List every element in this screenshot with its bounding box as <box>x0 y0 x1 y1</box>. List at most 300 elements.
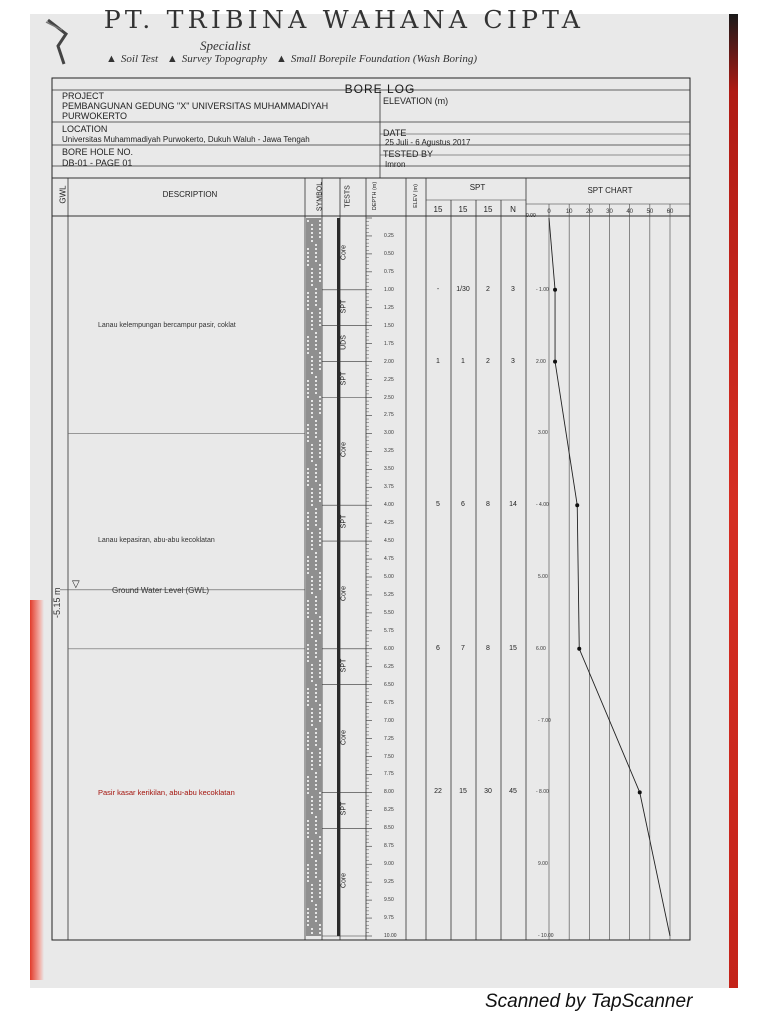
bore-hole-label: BORE HOLE NO. <box>62 147 134 157</box>
soil-symbol-speck <box>315 776 317 778</box>
soil-symbol-speck <box>311 760 313 762</box>
soil-symbol-speck <box>307 484 309 486</box>
spt-reading: 15 <box>509 644 517 652</box>
soil-symbol-speck <box>315 872 317 874</box>
soil-symbol-speck <box>319 764 321 766</box>
project-value-2: PURWOKERTO <box>62 111 128 121</box>
soil-symbol-speck <box>319 264 321 266</box>
soil-symbol-speck <box>307 556 309 558</box>
test-label: Core <box>340 442 348 458</box>
soil-symbol-speck <box>311 272 313 274</box>
soil-symbol-speck <box>307 836 309 838</box>
soil-symbol-speck <box>307 828 309 830</box>
soil-symbol-speck <box>319 660 321 662</box>
depth-label: 8.25 <box>384 807 394 814</box>
soil-symbol-speck <box>307 788 309 790</box>
soil-symbol-speck <box>315 736 317 738</box>
soil-symbol-speck <box>307 688 309 690</box>
soil-symbol-speck <box>307 260 309 262</box>
soil-symbol-speck <box>315 304 317 306</box>
spt-sub-header-3: 15 <box>483 205 493 214</box>
soil-symbol-speck <box>319 396 321 398</box>
soil-symbol-speck <box>315 464 317 466</box>
elevation-label: ELEVATION (m) <box>383 96 449 106</box>
soil-symbol-speck <box>319 364 321 366</box>
soil-symbol-speck <box>311 360 313 362</box>
soil-symbol-speck <box>315 392 317 394</box>
soil-symbol-speck <box>315 656 317 658</box>
layer-description: Lanau kepasiran, abu-abu kecoklatan <box>98 537 215 545</box>
soil-symbol-speck <box>311 280 313 282</box>
soil-symbol-speck <box>319 844 321 846</box>
soil-symbol-speck <box>315 596 317 598</box>
gwl-depth-label: -5.15 m <box>52 587 62 618</box>
soil-symbol-speck <box>311 724 313 726</box>
soil-symbol-speck <box>315 252 317 254</box>
chart-tick-label: 30 <box>606 209 613 215</box>
soil-symbol-speck <box>307 440 309 442</box>
soil-symbol-speck <box>307 644 309 646</box>
soil-symbol-speck <box>311 532 313 534</box>
spt-reading: 30 <box>484 788 492 796</box>
soil-symbol-speck <box>311 316 313 318</box>
soil-symbol-speck <box>315 728 317 730</box>
soil-symbol-speck <box>319 852 321 854</box>
chart-tick-label: 20 <box>585 209 593 215</box>
soil-symbol-speck <box>319 888 321 890</box>
chart-depth-label: - 1.00 <box>536 286 549 293</box>
spt-sub-header-1: 15 <box>433 205 443 214</box>
soil-symbol-speck <box>311 456 313 458</box>
soil-symbol-speck <box>307 604 309 606</box>
spt-reading: 22 <box>434 788 442 796</box>
soil-symbol-speck <box>311 592 313 594</box>
soil-symbol-speck <box>315 520 317 522</box>
soil-symbol-speck <box>307 652 309 654</box>
tested-by-value: Imron <box>385 160 406 169</box>
soil-symbol-speck <box>319 620 321 622</box>
soil-symbol-speck <box>319 584 321 586</box>
soil-symbol-speck <box>307 864 309 866</box>
soil-symbol-speck <box>319 272 321 274</box>
soil-symbol-speck <box>311 416 313 418</box>
depth-label: 1.50 <box>384 322 394 329</box>
soil-symbol-speck <box>311 488 313 490</box>
soil-symbol-speck <box>311 680 313 682</box>
soil-symbol-speck <box>307 784 309 786</box>
soil-symbol-speck <box>311 492 313 494</box>
soil-symbol-speck <box>307 612 309 614</box>
soil-symbol-speck <box>315 432 317 434</box>
spt-reading: 5 <box>436 501 440 509</box>
soil-symbol-speck <box>315 564 317 566</box>
soil-symbol-speck <box>307 248 309 250</box>
soil-symbol-speck <box>319 320 321 322</box>
soil-symbol-speck <box>311 664 313 666</box>
soil-symbol-speck <box>315 604 317 606</box>
spt-chart-header: SPT CHART <box>587 186 633 195</box>
soil-symbol-speck <box>311 324 313 326</box>
date-label: DATE <box>383 128 407 138</box>
soil-symbol-speck <box>307 256 309 258</box>
soil-symbol-speck <box>307 920 309 922</box>
soil-symbol-speck <box>315 684 317 686</box>
soil-symbol-speck <box>319 544 321 546</box>
soil-symbol-speck <box>311 852 313 854</box>
chart-depth-label: 6.00 <box>536 645 546 652</box>
soil-symbol-speck <box>307 528 309 530</box>
tests-column-header: TESTS <box>344 185 352 208</box>
depth-label: 6.25 <box>384 663 394 670</box>
soil-symbol-speck <box>307 340 309 342</box>
depth-label: 1.25 <box>384 304 394 311</box>
depth-column-header: DEPTH (m) <box>372 181 378 211</box>
soil-symbol-speck <box>311 848 313 850</box>
chart-depth-label: 5.00 <box>538 574 548 580</box>
soil-symbol-speck <box>315 784 317 786</box>
soil-symbol-speck <box>307 876 309 878</box>
spt-sub-header-n: N <box>510 205 516 214</box>
soil-symbol-speck <box>319 224 321 226</box>
soil-symbol-speck <box>311 716 313 718</box>
soil-symbol-speck <box>319 492 321 494</box>
depth-label: 6.50 <box>384 681 394 688</box>
chart-tick-label: 40 <box>626 209 633 215</box>
soil-symbol-speck <box>307 616 309 618</box>
soil-symbol-speck <box>315 904 317 906</box>
soil-symbol-speck <box>319 488 321 490</box>
soil-symbol-speck <box>319 408 321 410</box>
spt-reading: 3 <box>511 285 515 293</box>
soil-symbol-speck <box>307 524 309 526</box>
soil-symbol-speck <box>311 756 313 758</box>
soil-symbol-speck <box>307 868 309 870</box>
soil-symbol-speck <box>319 792 321 794</box>
soil-symbol-speck <box>319 572 321 574</box>
soil-symbol-speck <box>319 444 321 446</box>
soil-symbol-speck <box>307 824 309 826</box>
soil-symbol-speck <box>315 648 317 650</box>
table-frame <box>52 78 690 940</box>
soil-symbol-speck <box>311 452 313 454</box>
spt-point <box>553 360 557 364</box>
soil-symbol-speck <box>311 712 313 714</box>
spt-reading: 1 <box>436 357 440 365</box>
soil-symbol-speck <box>311 580 313 582</box>
soil-symbol-speck <box>319 324 321 326</box>
depth-label: 2.00 <box>384 358 394 365</box>
soil-symbol-speck <box>307 344 309 346</box>
soil-symbol-speck <box>319 456 321 458</box>
layer-description: Lanau kelempungan bercampur pasir, coklat <box>98 321 236 329</box>
soil-symbol-speck <box>319 356 321 358</box>
soil-symbol-speck <box>319 588 321 590</box>
spt-reading: 3 <box>511 357 515 365</box>
soil-symbol-speck <box>307 392 309 394</box>
soil-symbol-speck <box>319 360 321 362</box>
soil-symbol-speck <box>315 696 317 698</box>
depth-label: 7.50 <box>384 753 394 760</box>
soil-symbol-speck <box>319 880 321 882</box>
soil-symbol-speck <box>311 232 313 234</box>
soil-symbol-speck <box>307 468 309 470</box>
soil-symbol-speck <box>311 364 313 366</box>
gwl-marker-icon: ▽ <box>72 578 80 590</box>
soil-symbol-speck <box>315 876 317 878</box>
soil-symbol-speck <box>315 908 317 910</box>
soil-symbol-speck <box>319 352 321 354</box>
soil-symbol-speck <box>307 568 309 570</box>
soil-symbol-speck <box>307 656 309 658</box>
triangle-icon: ▲ <box>275 53 287 65</box>
soil-symbol-speck <box>307 732 309 734</box>
soil-symbol-speck <box>311 408 313 410</box>
soil-symbol-speck <box>307 292 309 294</box>
soil-symbol-speck <box>319 316 321 318</box>
soil-symbol-speck <box>307 352 309 354</box>
soil-symbol-speck <box>315 692 317 694</box>
soil-symbol-speck <box>307 608 309 610</box>
spt-reading: - <box>436 285 440 293</box>
soil-symbol-speck <box>315 828 317 830</box>
soil-symbol-speck <box>315 916 317 918</box>
soil-symbol-speck <box>319 268 321 270</box>
soil-symbol-speck <box>315 384 317 386</box>
soil-symbol-speck <box>315 556 317 558</box>
company-name: PT. TRIBINA WAHANA CIPTA <box>103 6 585 34</box>
soil-symbol-speck <box>311 840 313 842</box>
spt-point <box>638 790 642 794</box>
soil-symbol-speck <box>307 600 309 602</box>
soil-symbol-speck <box>311 496 313 498</box>
soil-symbol-speck <box>311 548 313 550</box>
soil-symbol-speck <box>307 308 309 310</box>
spt-column-header: SPT <box>469 183 486 192</box>
soil-symbol-speck <box>311 444 313 446</box>
soil-symbol-speck <box>315 868 317 870</box>
soil-symbol-speck <box>311 812 313 814</box>
soil-symbol-speck <box>307 912 309 914</box>
soil-symbol-speck <box>311 888 313 890</box>
soil-symbol-speck <box>315 516 317 518</box>
soil-symbol-speck <box>315 476 317 478</box>
triangle-icon: ▲ <box>166 53 178 65</box>
spt-point <box>575 503 579 507</box>
soil-symbol-speck <box>307 916 309 918</box>
soil-symbol-speck <box>307 300 309 302</box>
soil-symbol-speck <box>307 296 309 298</box>
test-label: SPT <box>340 299 348 314</box>
depth-label: 4.75 <box>384 556 394 563</box>
soil-symbol-speck <box>315 508 317 510</box>
depth-label: 5.75 <box>384 627 394 634</box>
depth-label: 9.50 <box>384 897 394 904</box>
layer-description: Pasir kasar kerikilan, abu-abu kecoklatan <box>98 788 235 798</box>
depth-label: 4.50 <box>384 538 394 545</box>
service-borepile: Small Borepile Foundation (Wash Boring) <box>290 53 478 65</box>
test-label: UDS <box>340 334 348 350</box>
depth-label: 7.75 <box>384 771 394 778</box>
soil-symbol-speck <box>311 224 313 226</box>
soil-symbol-speck <box>307 832 309 834</box>
soil-symbol-speck <box>315 640 317 642</box>
soil-symbol-speck <box>315 344 317 346</box>
spt-reading: 2 <box>486 285 490 293</box>
soil-symbol-speck <box>315 912 317 914</box>
depth-label: 7.00 <box>384 717 394 724</box>
soil-symbol-speck <box>315 700 317 702</box>
soil-symbol-speck <box>315 424 317 426</box>
soil-symbol-speck <box>307 560 309 562</box>
soil-symbol-speck <box>311 668 313 670</box>
soil-symbol-speck <box>307 572 309 574</box>
soil-symbol-speck <box>311 752 313 754</box>
spt-sub-header-2: 15 <box>458 205 468 214</box>
soil-symbol-speck <box>315 688 317 690</box>
chart-depth-label: 2.00 <box>536 358 546 365</box>
soil-symbol-speck <box>307 428 309 430</box>
spt-reading: 6 <box>436 644 440 652</box>
depth-label: 6.75 <box>384 699 394 706</box>
soil-symbol-speck <box>311 276 313 278</box>
soil-symbol-speck <box>311 588 313 590</box>
test-label: Core <box>340 873 348 889</box>
soil-symbol-speck <box>319 716 321 718</box>
depth-label: 4.25 <box>384 520 394 527</box>
depth-label: 8.75 <box>384 843 394 850</box>
soil-symbol-speck <box>319 756 321 758</box>
soil-symbol-speck <box>311 708 313 710</box>
depth-label: 3.50 <box>384 466 394 473</box>
spt-point <box>577 647 581 651</box>
soil-symbol-speck <box>307 516 309 518</box>
soil-symbol-speck <box>315 780 317 782</box>
soil-symbol-speck <box>315 824 317 826</box>
soil-symbol-speck <box>307 396 309 398</box>
soil-symbol-speck <box>311 312 313 314</box>
soil-symbol-speck <box>319 228 321 230</box>
soil-symbol-speck <box>315 292 317 294</box>
soil-symbol-speck <box>307 380 309 382</box>
soil-symbol-speck <box>307 512 309 514</box>
soil-symbol-speck <box>315 600 317 602</box>
soil-symbol-speck <box>307 220 309 222</box>
date-value: 25 Juli - 6 Agustus 2017 <box>385 138 471 147</box>
description-column-header: DESCRIPTION <box>162 190 218 199</box>
chart-depth-label: - 4.00 <box>536 502 549 509</box>
soil-symbol-speck <box>319 884 321 886</box>
specialist-label: Specialist <box>200 38 251 53</box>
soil-symbol-speck <box>315 436 317 438</box>
soil-symbol-speck <box>311 404 313 406</box>
soil-symbol-speck <box>311 804 313 806</box>
soil-symbol-speck <box>315 512 317 514</box>
soil-symbol-speck <box>315 920 317 922</box>
soil-symbol-speck <box>307 432 309 434</box>
spt-reading: 8 <box>486 644 490 652</box>
soil-symbol-speck <box>315 248 317 250</box>
soil-symbol-speck <box>311 900 313 902</box>
gwl-column-header: GWL <box>58 185 68 204</box>
spt-reading: 1/30 <box>456 285 470 293</box>
soil-symbol-speck <box>311 892 313 894</box>
soil-symbol-speck <box>319 800 321 802</box>
soil-symbol-speck <box>319 236 321 238</box>
soil-symbol-speck <box>311 620 313 622</box>
depth-label: 8.50 <box>384 825 394 832</box>
soil-symbol-speck <box>307 908 309 910</box>
soil-symbol-speck <box>315 568 317 570</box>
soil-symbol-speck <box>315 388 317 390</box>
scanner-watermark: Scanned by TapScanner <box>485 991 693 1012</box>
soil-symbol-speck <box>311 928 313 930</box>
depth-label: 8.00 <box>384 789 394 796</box>
soil-symbol-speck <box>319 672 321 674</box>
soil-symbol-speck <box>307 388 309 390</box>
soil-symbol-speck <box>307 704 309 706</box>
soil-symbol-speck <box>311 536 313 538</box>
soil-symbol-speck <box>307 780 309 782</box>
soil-symbol-speck <box>315 860 317 862</box>
soil-symbol-speck <box>319 484 321 486</box>
depth-label: 4.00 <box>384 502 394 509</box>
chart-tick-label: 60 <box>666 209 674 215</box>
soil-symbol-speck <box>311 856 313 858</box>
soil-symbol-speck <box>319 404 321 406</box>
soil-symbol-speck <box>315 524 317 526</box>
soil-symbol-speck <box>315 428 317 430</box>
spt-reading: 8 <box>486 501 490 509</box>
soil-symbol-speck <box>311 800 313 802</box>
soil-symbol-speck <box>315 816 317 818</box>
soil-symbol-speck <box>307 264 309 266</box>
elev-column-header: ELEV (m) <box>413 184 419 208</box>
depth-label: 9.25 <box>384 879 394 886</box>
spt-reading: 45 <box>509 788 517 796</box>
soil-symbol-speck <box>319 500 321 502</box>
soil-symbol-speck <box>315 468 317 470</box>
soil-symbol-speck <box>307 820 309 822</box>
soil-symbol-speck <box>311 764 313 766</box>
soil-symbol-speck <box>307 744 309 746</box>
soil-symbol-speck <box>319 276 321 278</box>
soil-symbol-speck <box>307 336 309 338</box>
soil-symbol-speck <box>311 576 313 578</box>
soil-symbol-speck <box>319 312 321 314</box>
spt-reading: 7 <box>461 644 465 652</box>
tested-by-label: TESTED BY <box>383 149 434 159</box>
soil-symbol-speck <box>315 644 317 646</box>
soil-symbol-speck <box>311 460 313 462</box>
depth-label: 3.25 <box>384 448 394 455</box>
soil-symbol-speck <box>307 348 309 350</box>
soil-symbol-speck <box>311 284 313 286</box>
soil-symbol-speck <box>311 500 313 502</box>
soil-symbol-speck <box>319 448 321 450</box>
soil-symbol-speck <box>315 480 317 482</box>
soil-symbol-speck <box>307 872 309 874</box>
spt-reading: 15 <box>459 788 467 796</box>
soil-symbol-speck <box>311 624 313 626</box>
soil-symbol-speck <box>311 844 313 846</box>
soil-symbol-speck <box>319 836 321 838</box>
depth-label: 9.75 <box>384 915 394 922</box>
symbol-column-header: SYMBOL <box>316 181 324 212</box>
soil-symbol-speck <box>319 576 321 578</box>
depth-label: 1.75 <box>384 340 394 347</box>
soil-symbol-speck <box>311 884 313 886</box>
soil-symbol-speck <box>307 692 309 694</box>
